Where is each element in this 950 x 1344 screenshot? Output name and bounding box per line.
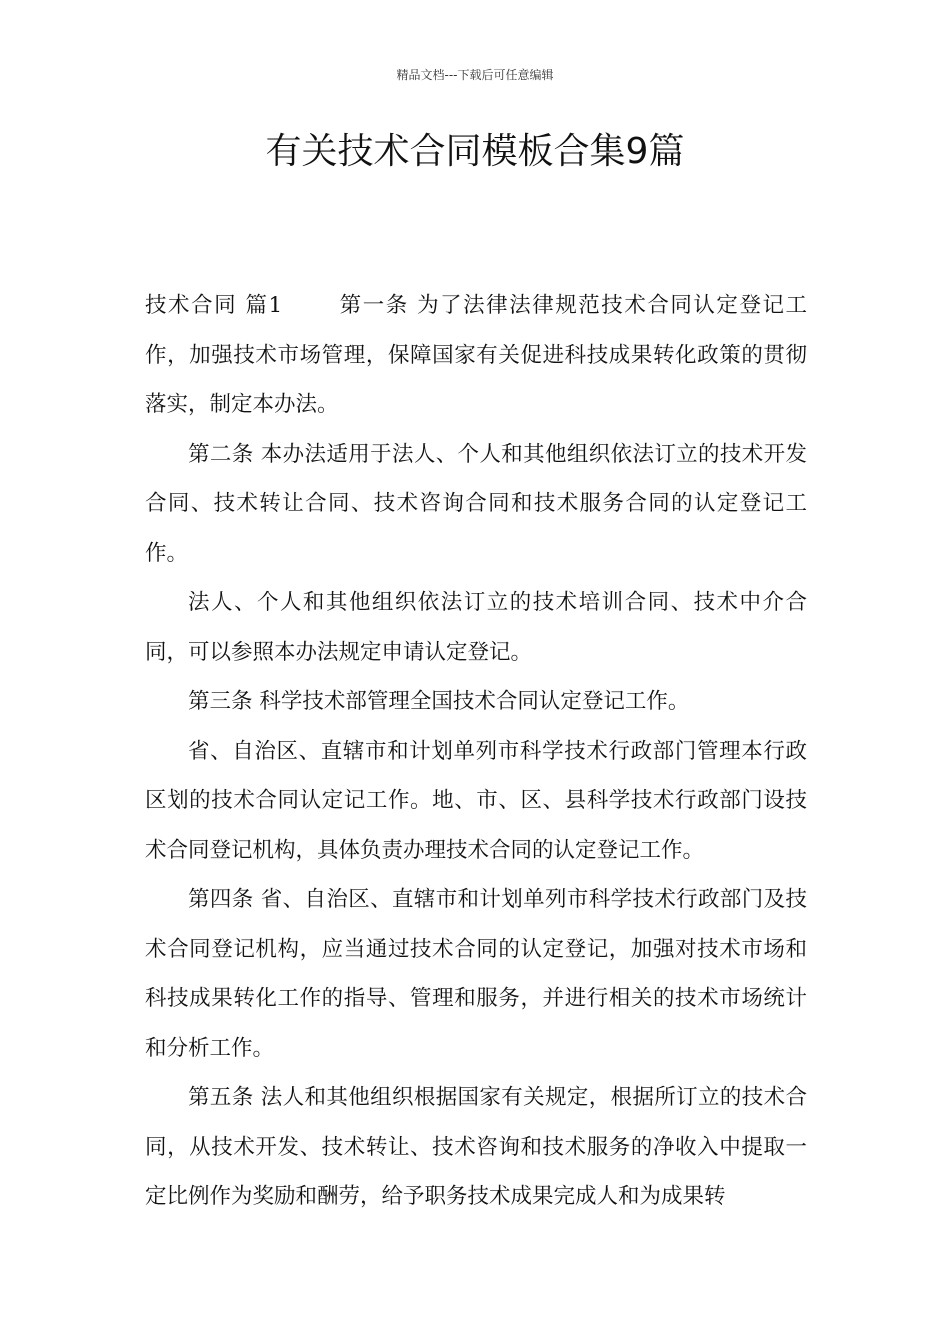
paragraph-text: 第一条 为了法律法律规范技术合同认定登记工作，加强技术市场管理，保障国家有关促进科技成果转化政策的贯彻落实，制定本办法。 xyxy=(145,293,807,417)
section-heading: 技术合同 篇1 xyxy=(145,293,283,318)
document-body xyxy=(145,281,807,1222)
paragraph-article-2: 第二条 本办法适用于法人、个人和其他组织依法订立的技术开发合同、技术转让合同、技术咨询合同和技术服务合同的认定登记工作。 xyxy=(145,441,807,566)
paragraph-article-2-supplement: 法人、个人和其他组织依法订立的技术培训合同、技术中介合同，可以参照本办法规定申请认定登记。 xyxy=(145,590,807,665)
page-header-note: 精品文档---下载后可任意编辑 xyxy=(396,68,554,82)
document-title: 有关技术合同模板合集9篇 xyxy=(265,131,685,172)
paragraph-article-3: 第三条 科学技术部管理全国技术合同认定登记工作。 xyxy=(188,689,690,714)
paragraph-article-5: 第五条 法人和其他组织根据国家有关规定，根据所订立的技术合同，从技术开发、技术转让、技术咨询和技术服务的净收入中提取一定比例作为奖励和酬劳，给予职务技术成果完成人和为成果转 xyxy=(145,1085,807,1209)
paragraph-article-4: 第四条 省、自治区、直辖市和计划单列市科学技术行政部门及技术合同登记机构，应当通过技术合同的认定登记，加强对技术市场和科技成果转化工作的指导、管理和服务，并进行相关的技术市场统计和分析工作。 xyxy=(145,887,807,1061)
paragraph-article-1 xyxy=(145,281,807,430)
paragraph-article-3-supplement: 省、自治区、直辖市和计划单列市科学技术行政部门管理本行政区划的技术合同认定记工作。地、市、区、县科学技术行政部门设技术合同登记机构，具体负责办理技术合同的认定登记工作。 xyxy=(145,738,807,863)
